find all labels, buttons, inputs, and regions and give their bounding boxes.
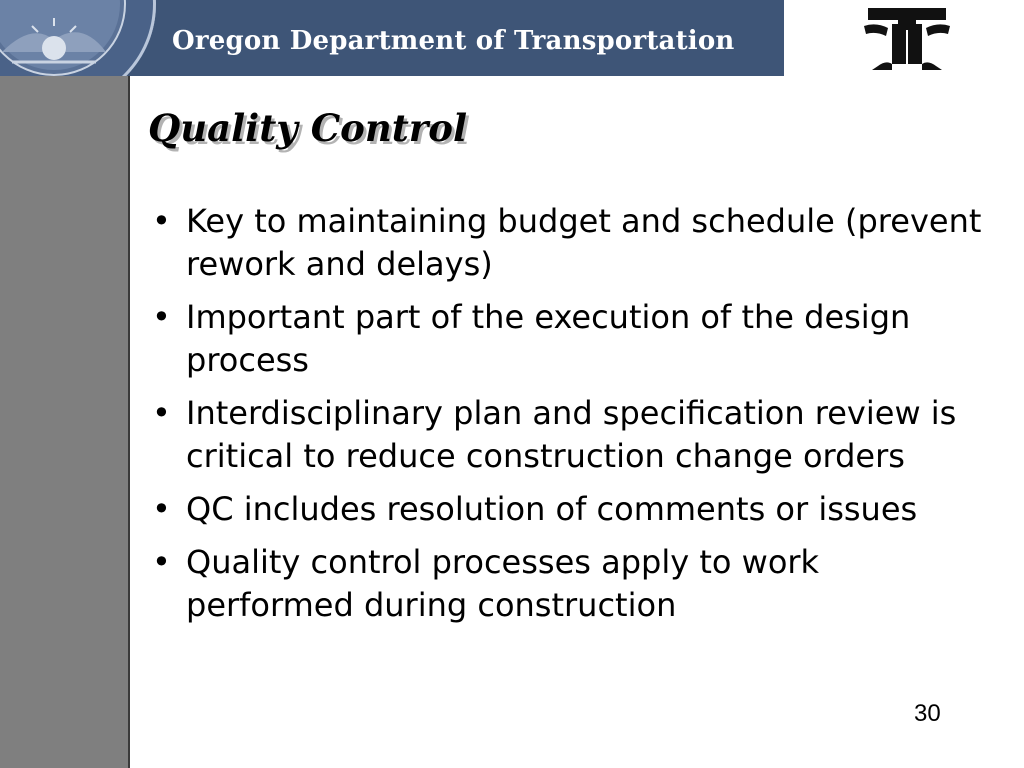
- slide-title: Quality Control: [148, 106, 468, 150]
- odot-logo-icon: [862, 4, 952, 72]
- bullet-item: [152, 200, 982, 286]
- bullet-text: Key to maintaining budget and schedule (prevent rework and delays): [186, 202, 982, 283]
- bullet-icon: •: [152, 490, 171, 528]
- page-number: 30: [914, 700, 941, 727]
- bullet-icon: •: [152, 543, 171, 581]
- bullet-icon: •: [152, 202, 171, 240]
- bullet-text: Interdisciplinary plan and specification review is critical to reduce construction change orders: [186, 394, 957, 475]
- bullet-text: Important part of the execution of the design process: [186, 298, 911, 379]
- bullet-icon: •: [152, 394, 171, 432]
- agency-name: Oregon Department of Transportation: [172, 26, 735, 56]
- bullet-icon: •: [152, 298, 171, 336]
- header-banner: [0, 0, 784, 76]
- left-sidebar: [0, 76, 130, 768]
- oregon-state-seal-icon: [0, 0, 156, 76]
- bullet-item: [152, 488, 982, 531]
- bullet-item: [152, 541, 982, 627]
- bullet-list: [152, 200, 982, 637]
- bullet-text: Quality control processes apply to work performed during construction: [186, 543, 820, 624]
- bullet-text: QC includes resolution of comments or issues: [186, 490, 918, 528]
- bullet-item: [152, 296, 982, 382]
- bullet-item: [152, 392, 982, 478]
